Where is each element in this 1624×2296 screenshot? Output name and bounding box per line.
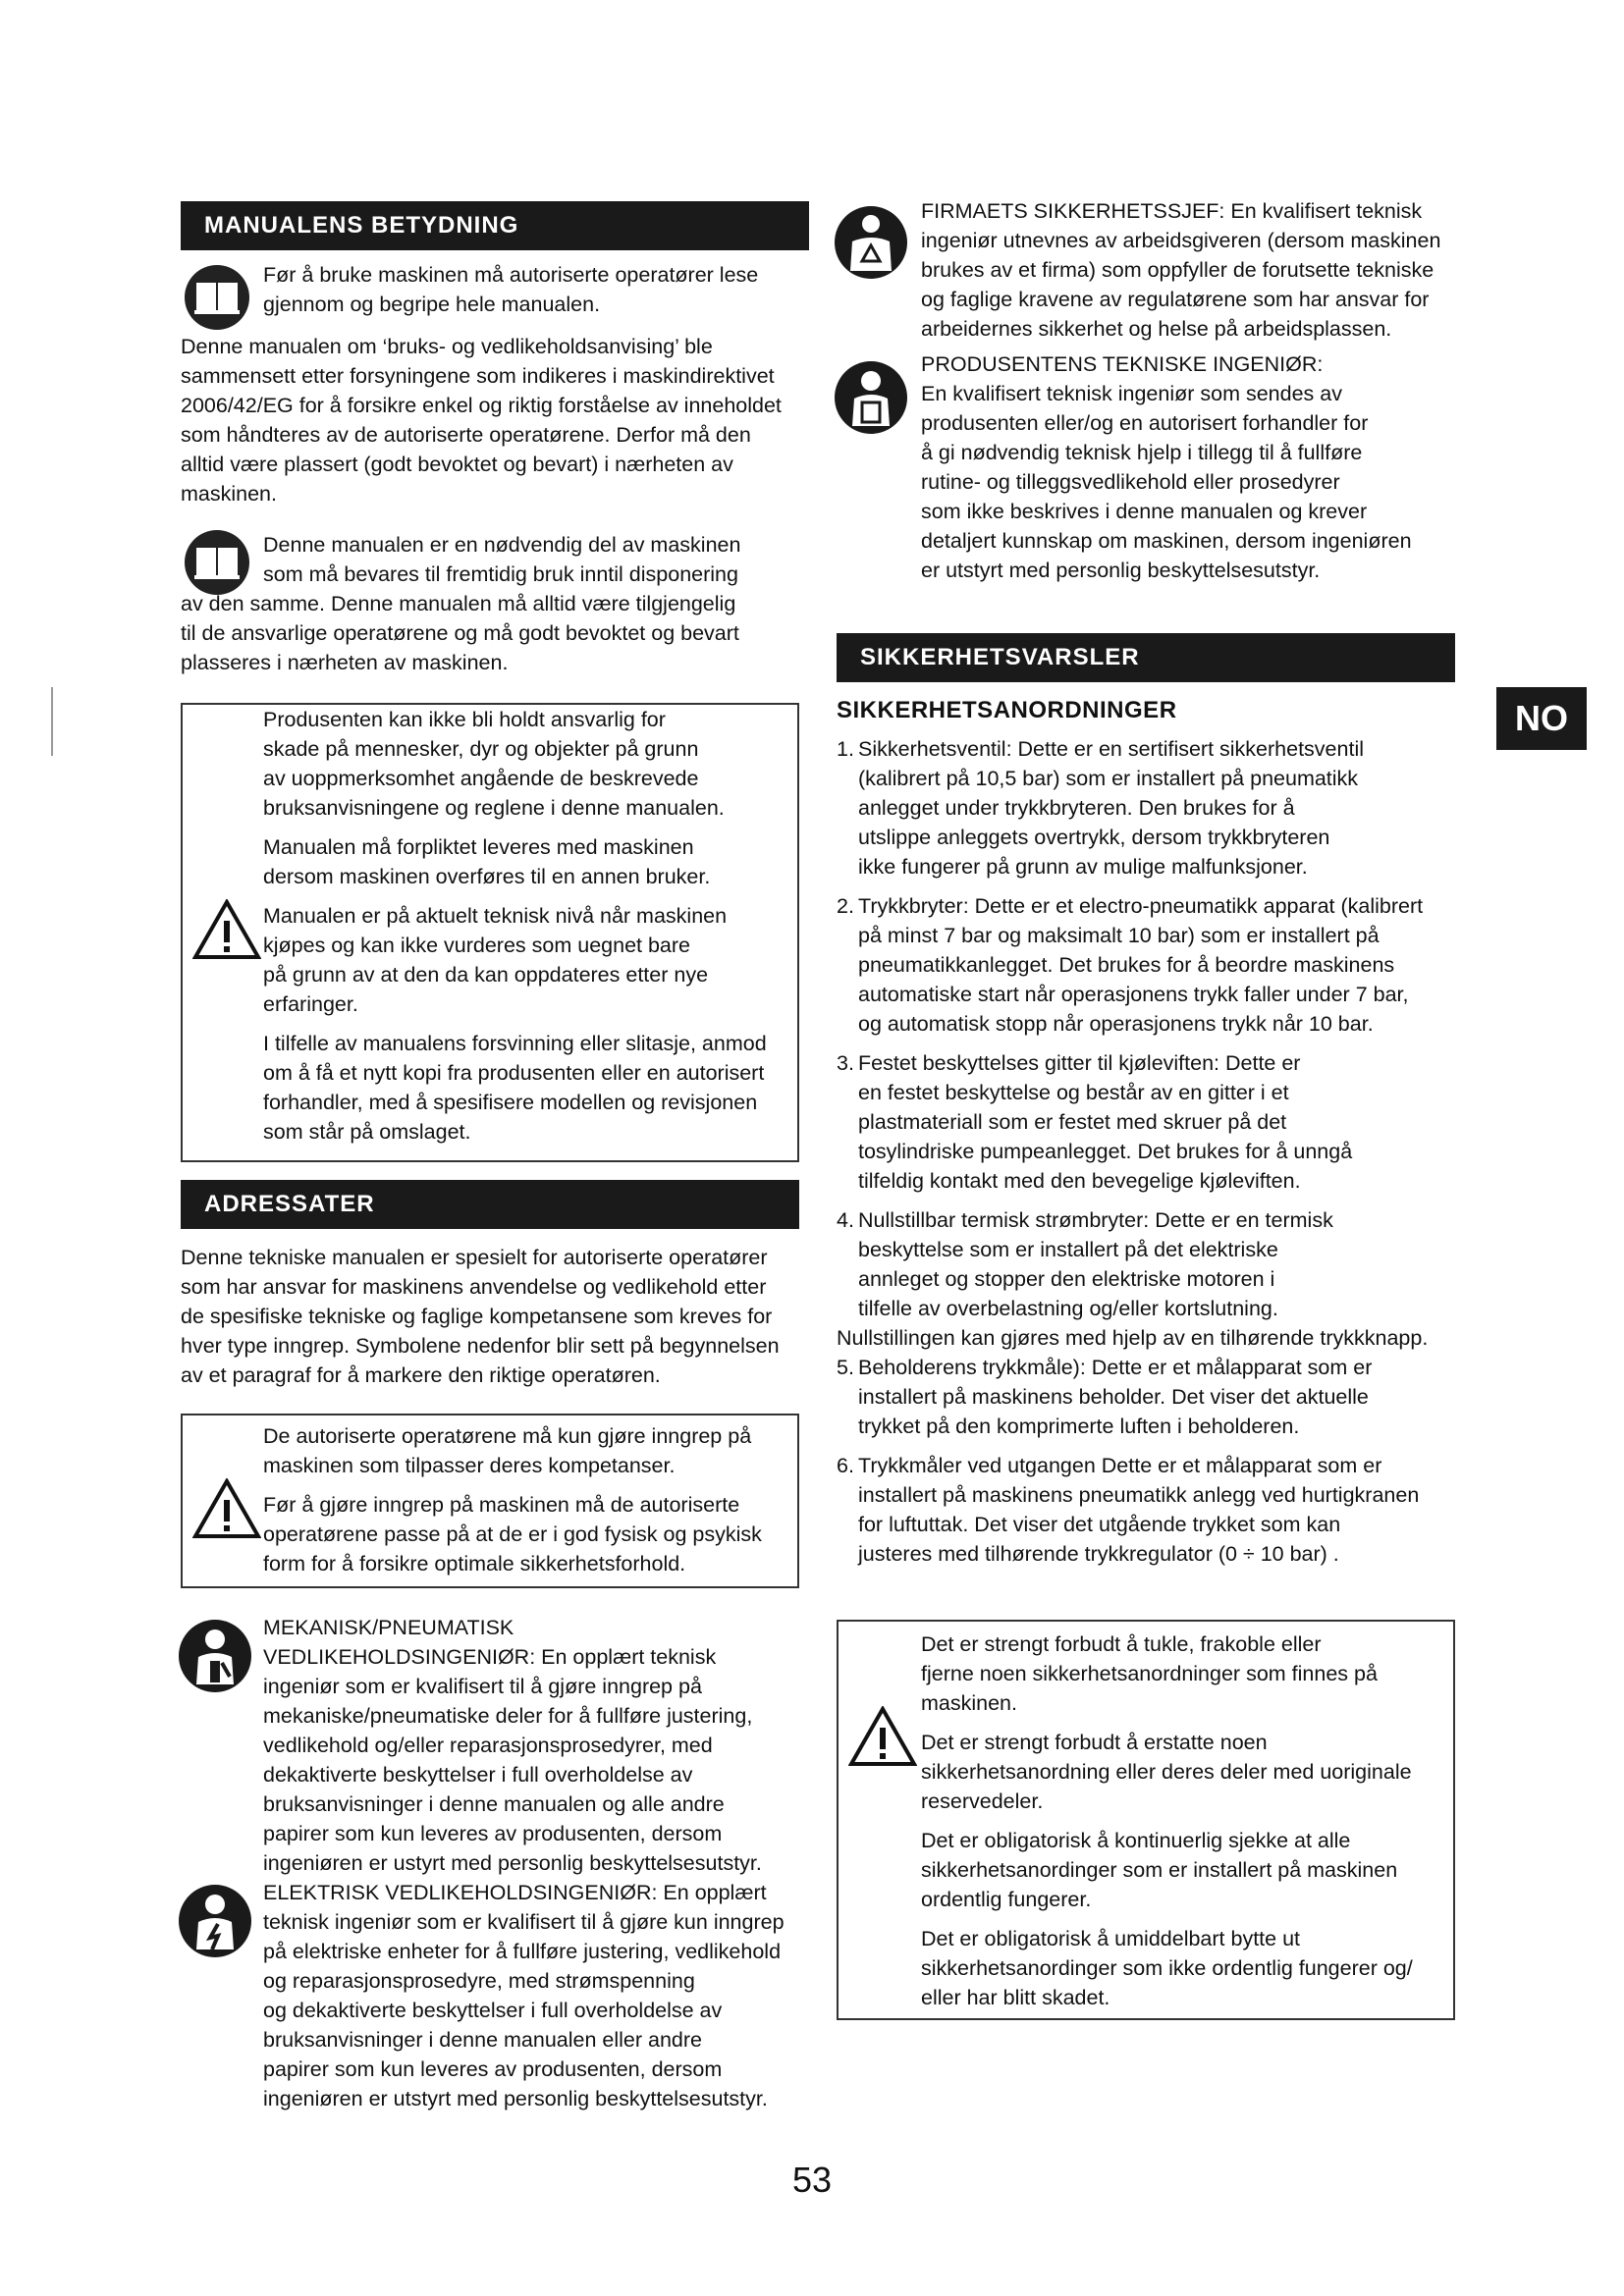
text-line: Nullstillbar termisk strømbryter: Dette er en termisk <box>858 1208 1333 1232</box>
list-number: 4. <box>837 1208 854 1232</box>
text-line: ingeniøren er ustyrt med personlig beskyttelsesutstyr. <box>263 1851 762 1875</box>
book-icon <box>183 263 251 332</box>
text-line: og automatisk stopp når operasjonens trykk når 10 bar. <box>858 1012 1374 1036</box>
list-item <box>837 1353 1465 1441</box>
text-line: produsenten eller/og en autorisert forhandler for <box>921 411 1369 435</box>
electrical-engineer-icon <box>177 1883 253 1959</box>
manual-intro <box>263 260 813 319</box>
mechanical-engineer-icon <box>177 1618 253 1694</box>
text-line: av et paragraf for å markere den riktige operatøren. <box>181 1363 661 1387</box>
text-line: som har ansvar for maskinens anvendelse og vedlikehold etter <box>181 1275 767 1299</box>
manufacturer-engineer-icon <box>833 359 909 436</box>
text-line: Trykkmåler ved utgangen Dette er et målapparat som er <box>858 1454 1382 1477</box>
text-line: på grunn av at den da kan oppdateres etter nye <box>263 963 709 987</box>
text-line: tosylindriske pumpeanlegget. Det brukes for å unngå <box>858 1140 1353 1163</box>
text-line: trykket på den komprimerte luften i beholderen. <box>858 1415 1300 1438</box>
list-number: 5. <box>837 1356 854 1379</box>
list-item <box>837 1451 1465 1569</box>
warning-triangle-icon <box>192 899 261 960</box>
text-line: anlegget under trykkbryteren. Den brukes for å <box>858 796 1295 820</box>
list-number: 3. <box>837 1051 854 1075</box>
text-line: utslippe anleggets overtrykk, dersom trykkbryteren <box>858 826 1330 849</box>
book-icon <box>183 528 251 597</box>
margin-rule <box>51 687 53 756</box>
text-line: er utstyrt med personlig beskyttelsesutstyr. <box>921 559 1321 582</box>
text-line: papirer som kun leveres av produsenten, dersom <box>263 2057 723 2081</box>
safety-devices-list <box>837 734 1465 1569</box>
text-line: skade på mennesker, dyr og objekter på grunn <box>263 737 699 761</box>
text-line: installert på maskinens pneumatikk anlegg ved hurtigkranen <box>858 1483 1420 1507</box>
text-line: en festet beskyttelse og består av en gitter i et <box>858 1081 1289 1104</box>
electrical-engineer-text <box>263 1878 833 2113</box>
text-line: Produsenten kan ikke bli holdt ansvarlig for <box>263 708 666 731</box>
text-line: Trykkbryter: Dette er et electro-pneumatikk apparat (kalibrert <box>858 894 1424 918</box>
text-line: som ikke beskrives i denne manualen og krever <box>921 500 1368 523</box>
page-number: 53 <box>791 2160 833 2200</box>
warning-box-manual-text <box>263 705 793 1147</box>
warning-triangle-icon <box>192 1478 261 1539</box>
section-header-addressees: ADRESSATER <box>181 1180 799 1229</box>
text-line: for luftuttak. Det viser det utgående trykket som kan <box>858 1513 1341 1536</box>
text-line: pneumatikkanlegget. Det brukes for å beordre maskinens <box>858 953 1395 977</box>
text-line: til de ansvarlige operatørene og må godt bevoktet og bevart <box>181 621 739 645</box>
text-line: FIRMAETS SIKKERHETSSJEF: En kvalifisert teknisk <box>921 199 1423 223</box>
text-line: som håndteres av de autoriserte operatørene. Derfor må den <box>181 423 751 447</box>
text-line: ingeniør utnevnes av arbeidsgiveren (dersom maskinen <box>921 229 1441 252</box>
section-header-safety: SIKKERHETSVARSLER <box>837 633 1455 682</box>
text-line: dersom maskinen overføres til en annen bruker. <box>263 865 711 888</box>
text-line: tilfeldig kontakt med den bevegelige kjøleviften. <box>858 1169 1301 1193</box>
text-line: Manualen må forpliktet leveres med maskinen <box>263 835 694 859</box>
devices-title: SIKKERHETSANORDNINGER <box>837 697 1177 723</box>
safety-chief-icon <box>833 204 909 281</box>
warning-box-safety-text <box>921 1629 1451 2012</box>
text-line: sikkerhetsanordinger som ikke ordentlig fungerer og/ <box>921 1956 1413 1980</box>
text-line: Det er strengt forbudt å erstatte noen <box>921 1731 1268 1754</box>
text-line: av uoppmerksomhet angående de beskrevede <box>263 767 699 790</box>
text-line: brukes av et firma) som oppfyller de forutsette tekniske <box>921 258 1435 282</box>
text-line: Før å bruke maskinen må autoriserte operatører lese <box>263 263 759 287</box>
text-line: eller har blitt skadet. <box>921 1986 1110 2009</box>
text-line: sikkerhetsanordinger som er installert på maskinen <box>921 1858 1398 1882</box>
text-line: justeres med tilhørende trykkregulator (0 ÷ 10 bar) . <box>858 1542 1339 1566</box>
text-line: papirer som kun leveres av produsenten, dersom <box>263 1822 723 1845</box>
manufacturer-engineer-text <box>921 349 1471 585</box>
section-header-manual: MANUALENS BETYDNING <box>181 201 809 250</box>
text-line: plastmateriall som er festet med skruer på det <box>858 1110 1287 1134</box>
list-item <box>837 1048 1465 1196</box>
text-line: ikke fungerer på grunn av mulige malfunksjoner. <box>858 855 1308 879</box>
text-line: En kvalifisert teknisk ingeniør som sendes av <box>921 382 1342 405</box>
text-line: om å få et nytt kopi fra produsenten eller en autorisert <box>263 1061 765 1085</box>
text-line: sammensett etter forsyningene som indikeres i maskindirektivet <box>181 364 775 388</box>
manual-part <box>263 530 813 589</box>
text-line: gjennom og begripe hele manualen. <box>263 293 601 316</box>
list-number: 6. <box>837 1454 854 1477</box>
manual-part-cont <box>181 589 819 677</box>
manual-paragraph <box>181 332 819 508</box>
text-line: reservedeler. <box>921 1789 1044 1813</box>
text-line: Manualen er på aktuelt teknisk nivå når maskinen <box>263 904 728 928</box>
text-line: VEDLIKEHOLDSINGENIØR: En opplært teknisk <box>263 1645 717 1669</box>
text-line: av den samme. Denne manualen må alltid være tilgjengelig <box>181 592 736 615</box>
text-line: detaljert kunnskap om maskinen, dersom ingeniøren <box>921 529 1412 553</box>
text-line: Det er obligatorisk å umiddelbart bytte ut <box>921 1927 1301 1950</box>
text-line: og dekaktiverte beskyttelser i full overholdelse av <box>263 1999 723 2022</box>
text-line: å gi nødvendig teknisk hjelp i tillegg til å fullføre <box>921 441 1363 464</box>
text-line: kjøpes og kan ikke vurderes som uegnet bare <box>263 934 691 957</box>
list-number: 1. <box>837 737 854 761</box>
text-line: annleget og stopper den elektriske motoren i <box>858 1267 1275 1291</box>
text-line: på minst 7 bar og maksimalt 10 bar) som er installert på <box>858 924 1380 947</box>
text-line: og reparasjonsprosedyre, med strømspenning <box>263 1969 695 1993</box>
text-line: Før å gjøre inngrep på maskinen må de autoriserte <box>263 1493 740 1517</box>
text-line: Sikkerhetsventil: Dette er en sertifisert sikkerhetsventil <box>858 737 1365 761</box>
text-line: dekaktiverte beskyttelser i full overholdelse av <box>263 1763 693 1787</box>
text-line: (kalibrert på 10,5 bar) som er installert på pneumatikk <box>858 767 1359 790</box>
text-line: fjerne noen sikkerhetsanordninger som finnes på <box>921 1662 1378 1685</box>
text-line: sikkerhetsanordning eller deres deler med uoriginale <box>921 1760 1412 1784</box>
text-line: automatiske start når operasjonens trykk faller under 7 bar, <box>858 983 1409 1006</box>
text-line: Denne manualen er en nødvendig del av maskinen <box>263 533 741 557</box>
text-line: vedlikehold og/eller reparasjonsprosedyrer, med <box>263 1734 713 1757</box>
addressees-paragraph <box>181 1243 819 1390</box>
text-line: Det er obligatorisk å kontinuerlig sjekke at alle <box>921 1829 1351 1852</box>
text-line: Denne tekniske manualen er spesielt for autoriserte operatører <box>181 1246 768 1269</box>
text-line: ordentlig fungerer. <box>921 1888 1092 1911</box>
reset-note: Nullstillingen kan gjøres med hjelp av en tilhørende trykkknapp. <box>837 1326 1429 1350</box>
list-number: 2. <box>837 894 854 918</box>
text-line: Denne manualen om ‘bruks- og vedlikeholdsanvising’ ble <box>181 335 713 358</box>
text-line: hver type inngrep. Symbolene nedenfor blir sett på begynnelsen <box>181 1334 780 1358</box>
text-line: form for å forsikre optimale sikkerhetsforhold. <box>263 1552 686 1575</box>
text-line: forhandler, med å spesifisere modellen og revisjonen <box>263 1091 758 1114</box>
text-line: alltid være plassert (godt bevoktet og bevart) i nærheten av <box>181 453 733 476</box>
text-line: I tilfelle av manualens forsvinning eller slitasje, anmod <box>263 1032 767 1055</box>
safety-chief-text <box>921 196 1471 344</box>
list-item <box>837 734 1465 881</box>
text-line: bruksanvisninger i denne manualen og alle andre <box>263 1792 725 1816</box>
text-line: maskinen. <box>181 482 277 506</box>
text-line: installert på maskinens beholder. Det viser det aktuelle <box>858 1385 1369 1409</box>
text-line: PRODUSENTENS TEKNISKE INGENIØR: <box>921 352 1324 376</box>
text-line: og faglige kravene av regulatørene som har ansvar for <box>921 288 1430 311</box>
text-line: Festet beskyttelses gitter til kjøleviften: Dette er <box>858 1051 1301 1075</box>
text-line: mekaniske/pneumatiske deler for å fullføre justering, <box>263 1704 753 1728</box>
text-line: beskyttelse som er installert på det elektriske <box>858 1238 1278 1261</box>
language-tab: NO <box>1496 687 1587 750</box>
text-line: teknisk ingeniør som er kvalifisert til å gjøre kun inngrep <box>263 1910 785 1934</box>
text-line: ingeniøren er utstyrt med personlig beskyttelsesutstyr. <box>263 2087 768 2110</box>
text-line: 2006/42/EG for å forsikre enkel og riktig forståelse av inneholdet <box>181 394 782 417</box>
list-item <box>837 891 1465 1039</box>
text-line: maskinen. <box>921 1691 1017 1715</box>
warning-triangle-icon <box>848 1706 917 1767</box>
text-line: Beholderens trykkmåle): Dette er et målapparat som er <box>858 1356 1373 1379</box>
addressees-section <box>181 1180 799 1229</box>
warning-box-addressees-text <box>263 1421 793 1578</box>
text-line: arbeidernes sikkerhet og helse på arbeidsplassen. <box>921 317 1392 341</box>
text-line: som står på omslaget. <box>263 1120 471 1144</box>
text-line: ELEKTRISK VEDLIKEHOLDSINGENIØR: En opplært <box>263 1881 767 1904</box>
text-line: plasseres i nærheten av maskinen. <box>181 651 509 674</box>
text-line: tilfelle av overbelastning og/eller kortslutning. <box>858 1297 1278 1320</box>
text-line: MEKANISK/PNEUMATISK <box>263 1616 514 1639</box>
text-line: som må bevares til fremtidig bruk inntil disponering <box>263 562 738 586</box>
mechanical-engineer-text <box>263 1613 833 1878</box>
text-line: De autoriserte operatørene må kun gjøre inngrep på <box>263 1424 752 1448</box>
text-line: de spesifiske tekniske og faglige kompetansene som kreves for <box>181 1305 773 1328</box>
safety-section <box>837 633 1455 682</box>
list-item <box>837 1205 1465 1323</box>
text-line: bruksanvisningene og reglene i denne manualen. <box>263 796 725 820</box>
text-line: ingeniør som er kvalifisert til å gjøre inngrep på <box>263 1675 702 1698</box>
left-column <box>181 201 809 250</box>
text-line: bruksanvisninger i denne manualen eller andre <box>263 2028 703 2052</box>
text-line: erfaringer. <box>263 992 358 1016</box>
text-line: Det er strengt forbudt å tukle, frakoble eller <box>921 1632 1322 1656</box>
text-line: rutine- og tilleggsvedlikehold eller prosedyrer <box>921 470 1340 494</box>
text-line: maskinen som tilpasser deres kompetanser. <box>263 1454 676 1477</box>
text-line: operatørene passe på at de er i god fysisk og psykisk <box>263 1522 762 1546</box>
text-line: på elektriske enheter for å fullføre justering, vedlikehold <box>263 1940 782 1963</box>
